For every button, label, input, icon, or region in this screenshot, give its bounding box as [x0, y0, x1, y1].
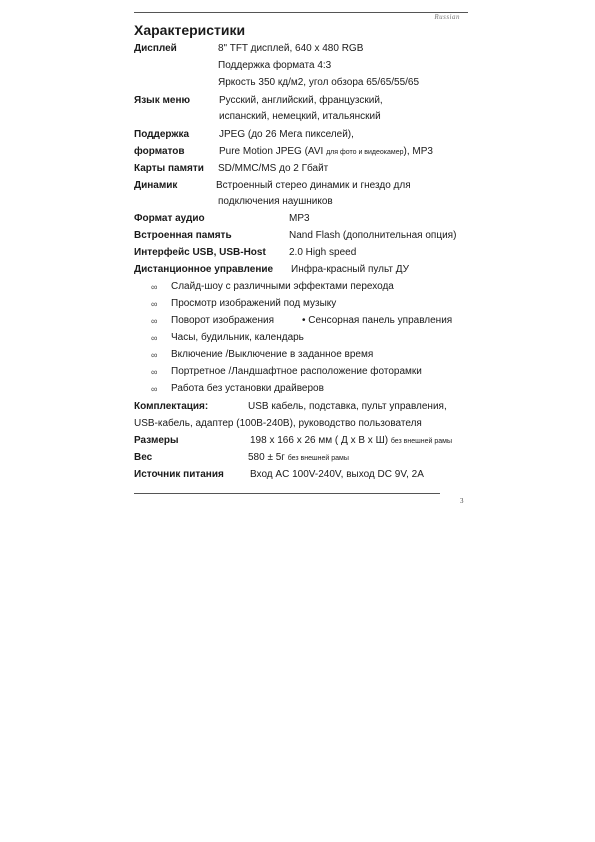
weight-value: [248, 452, 349, 465]
memory-cards-label: Карты памяти: [134, 163, 204, 174]
support-line-2-b: ), MP3: [403, 146, 433, 157]
support-line-2-small: для фото и видеокамер: [326, 149, 404, 156]
bullet-icon: ∞: [151, 316, 158, 326]
dimensions-value: [250, 435, 452, 448]
footer-rule: [134, 493, 440, 494]
remote-label: Дистанционное управление: [134, 264, 274, 275]
weight-text: 580 ± 5г: [248, 452, 285, 463]
support-line-1: JPEG (до 26 Мега пикселей),: [219, 129, 354, 140]
feature-2: Просмотр изображений под музыку: [171, 298, 337, 309]
bullet-icon: ∞: [151, 350, 158, 360]
bullet-icon: ∞: [151, 367, 158, 377]
speaker-label: Динамик: [134, 180, 178, 191]
internal-memory-value: Nand Flash (дополнительная опция): [289, 230, 457, 241]
support-label-2: форматов: [134, 146, 185, 157]
display-label: Дисплей: [134, 43, 177, 54]
usb-label: Интерфейс USB, USB-Host: [134, 247, 266, 258]
header-language: Russian: [434, 13, 460, 21]
package-label: Комплектация:: [134, 401, 209, 412]
speaker-line-2: подключения наушников: [218, 196, 333, 207]
support-line-2: [219, 146, 433, 159]
display-line-1: 8" TFT дисплей, 640 x 480 RGB: [218, 43, 364, 54]
feature-4: Часы, будильник, календарь: [171, 332, 304, 343]
weight-note: без внешней рамы: [287, 455, 349, 462]
display-line-3: Яркость 350 кд/м2, угол обзора 65/65/55/65: [218, 77, 420, 88]
display-line-2: Поддержка формата 4:3: [218, 60, 332, 71]
package-line-1: USB кабель, подставка, пульт управления,: [248, 401, 447, 412]
dimensions-text: 198 x 166 x 26 мм ( Д x В x Ш): [250, 435, 389, 446]
bullet-icon: ∞: [151, 384, 158, 394]
feature-1: Слайд-шоу с различными эффектами перехода: [171, 281, 394, 292]
bullet-icon: ∞: [151, 333, 158, 343]
menu-language-line-1: Русский, английский, французский,: [219, 95, 383, 106]
feature-6: Портретное /Ландшафтное расположение фоторамки: [171, 366, 422, 377]
remote-value: Инфра-красный пульт ДУ: [291, 264, 410, 275]
feature-5: Включение /Выключение в заданное время: [171, 349, 374, 360]
bullet-icon: ∞: [151, 299, 158, 309]
usb-value: 2.0 High speed: [289, 247, 357, 258]
feature-touch-panel: • Сенсорная панель управления: [302, 315, 453, 326]
power-label: Источник питания: [134, 469, 224, 480]
speaker-line-1: Встроенный стерео динамик и гнездо для: [216, 180, 411, 191]
menu-language-line-2: испанский, немецкий, итальянский: [219, 111, 381, 122]
dimensions-label: Размеры: [134, 435, 179, 446]
weight-label: Вес: [134, 452, 153, 463]
audio-format-label: Формат аудио: [134, 213, 205, 224]
internal-memory-label: Встроенная память: [134, 230, 232, 241]
memory-cards-value: SD/MMC/MS до 2 Гбайт: [218, 163, 329, 174]
bullet-icon: ∞: [151, 282, 158, 292]
power-value: Вход AC 100V-240V, выход DC 9V, 2A: [250, 469, 424, 480]
feature-3: Поворот изображения: [171, 315, 275, 326]
support-label-1: Поддержка: [134, 129, 190, 140]
dimensions-note: без внешней рамы: [390, 438, 453, 445]
package-line-2: USB-кабель, адаптер (100В-240В), руководство пользователя: [134, 418, 422, 429]
feature-7: Работа без установки драйверов: [171, 383, 324, 394]
page-title: Характеристики: [134, 22, 246, 38]
menu-language-label: Язык меню: [134, 95, 191, 106]
support-line-2-a: Pure Motion JPEG (AVI: [219, 146, 327, 157]
audio-format-value: MP3: [289, 213, 310, 224]
page-number: 3: [460, 497, 464, 505]
